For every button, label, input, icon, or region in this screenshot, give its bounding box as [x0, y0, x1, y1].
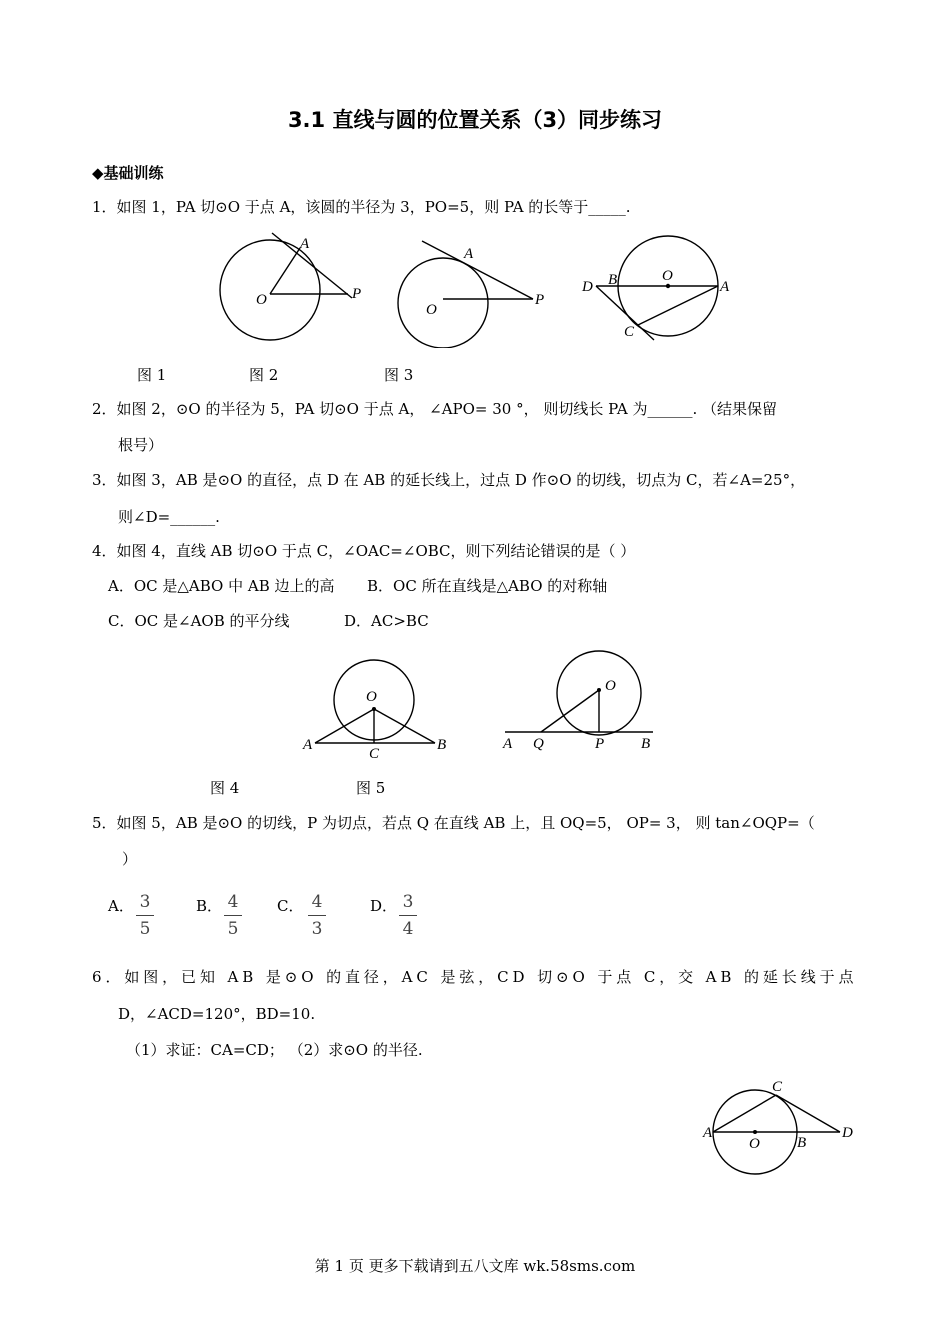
- label-o: O: [426, 302, 437, 318]
- label-a: A: [303, 737, 313, 753]
- question-4-option-c: C．OC 是∠AOB 的平分线: [108, 612, 290, 630]
- center-dot: [372, 707, 376, 711]
- fraction-bar: [399, 915, 417, 916]
- label-d: D: [842, 1125, 853, 1141]
- figure-3: [581, 236, 730, 340]
- label-o: O: [256, 292, 267, 308]
- label-q: Q: [533, 736, 544, 752]
- figures-4-5: [295, 645, 675, 765]
- label-a: A: [300, 236, 310, 252]
- fraction-bar: [308, 915, 326, 916]
- label-p: P: [535, 292, 545, 308]
- label-c: C: [624, 324, 635, 340]
- figure-1: [220, 233, 361, 340]
- option-c-label: C．: [277, 897, 304, 915]
- question-5-line-1: 5．如图 5，AB 是⊙O 的切线，P 为切点，若点 Q 在直线 AB 上，且 OQ=5， OP= 3， 则 tan∠OQP=（: [92, 814, 815, 832]
- figure-caption-3: 图 3: [384, 366, 414, 384]
- segment-oa: [270, 248, 300, 294]
- center-dot: [597, 688, 601, 692]
- question-6-line-3: （1）求证：CA=CD； （2）求⊙O 的半径.: [126, 1041, 423, 1059]
- denominator: 5: [139, 919, 151, 939]
- question-3-line-1: 3．如图 3，AB 是⊙O 的直径，点 D 在 AB 的延长线上，过点 D 作⊙O 的切线，切点为 C，若∠A=25°，: [92, 471, 806, 489]
- section-heading: ◆基础训练: [92, 164, 164, 182]
- figure-caption-1: 图 1: [137, 366, 167, 384]
- label-a: A: [703, 1125, 713, 1141]
- segment-oa: [315, 709, 374, 743]
- tangent-line: [422, 241, 533, 299]
- question-4-option-b: B．OC 所在直线是△ABO 的对称轴: [367, 577, 608, 595]
- label-a: A: [720, 279, 730, 295]
- label-d: D: [582, 279, 593, 295]
- circle-o: [398, 258, 488, 348]
- label-b: B: [797, 1135, 807, 1151]
- option-b-fraction: [221, 890, 245, 941]
- figure-caption-2: 图 2: [249, 366, 279, 384]
- label-o: O: [605, 678, 616, 694]
- question-2-line-2: 根号）: [118, 436, 164, 454]
- center-dot: [666, 284, 670, 288]
- option-a-label: A．: [108, 897, 134, 915]
- denominator: 4: [402, 919, 414, 939]
- numerator: 4: [227, 892, 239, 912]
- tangent-line: [272, 233, 352, 298]
- label-p: P: [352, 286, 362, 302]
- fraction-bar: [224, 915, 242, 916]
- label-c: C: [772, 1079, 783, 1095]
- option-d-label: D．: [370, 897, 398, 915]
- label-o: O: [749, 1136, 760, 1152]
- figures-1-3: [200, 228, 760, 348]
- label-b: B: [437, 737, 447, 753]
- segment-ob: [374, 709, 435, 743]
- chord-ac: [713, 1095, 776, 1132]
- question-4-option-d: D．AC>BC: [344, 612, 429, 630]
- figure-4: [302, 660, 446, 762]
- segment-oq: [541, 690, 599, 732]
- question-4-option-a: A．OC 是△ABO 中 AB 边上的高: [108, 577, 335, 595]
- numerator: 3: [402, 892, 414, 912]
- figure-caption-5: 图 5: [356, 779, 386, 797]
- denominator: 3: [311, 919, 323, 939]
- label-b: B: [608, 272, 618, 288]
- denominator: 5: [227, 919, 239, 939]
- figure-6: [700, 1075, 870, 1185]
- label-o: O: [662, 268, 673, 284]
- question-6-line-1: 6．如图，已知 AB 是⊙O 的直径，AC 是弦，CD 切⊙O 于点 C，交 AB 的延长线于点: [92, 968, 858, 986]
- fraction-bar: [136, 915, 154, 916]
- question-6-line-2: D，∠ACD=120°，BD=10.: [118, 1005, 316, 1023]
- option-c-fraction: [305, 890, 329, 941]
- label-o: O: [366, 689, 377, 705]
- question-3-line-2: 则∠D=______.: [118, 508, 220, 526]
- label-p: P: [595, 736, 605, 752]
- numerator: 3: [139, 892, 151, 912]
- question-5-line-2: ）: [122, 850, 138, 868]
- question-4: 4．如图 4，直线 AB 切⊙O 于点 C，∠OAC=∠OBC，则下列结论错误的是（ ）: [92, 542, 636, 560]
- question-1: 1．如图 1，PA 切⊙O 于点 A，该圆的半径为 3，PO=5，则 PA 的长等于_____.: [92, 198, 631, 216]
- label-a: A: [503, 736, 513, 752]
- circle-o: [220, 240, 320, 340]
- figure-caption-4: 图 4: [210, 779, 240, 797]
- option-d-fraction: [396, 890, 420, 941]
- question-2-line-1: 2．如图 2，⊙O 的半径为 5，PA 切⊙O 于点 A， ∠APO= 30 °， 则切线长 PA 为______. （结果保留: [92, 400, 777, 418]
- numerator: 4: [311, 892, 323, 912]
- label-b: B: [641, 736, 651, 752]
- option-b-label: B．: [196, 897, 223, 915]
- option-a-fraction: [133, 890, 157, 941]
- figure-5: [502, 651, 653, 752]
- page-footer: 第 1 页 更多下载请到五八文库 wk.58sms.com: [314, 1257, 636, 1275]
- page-title: 3.1 直线与圆的位置关系（3）同步练习: [287, 108, 663, 132]
- label-a: A: [464, 246, 474, 262]
- figure-2: [398, 241, 544, 348]
- center-dot: [753, 1130, 757, 1134]
- tangent-cd: [776, 1095, 840, 1132]
- label-c: C: [369, 746, 380, 762]
